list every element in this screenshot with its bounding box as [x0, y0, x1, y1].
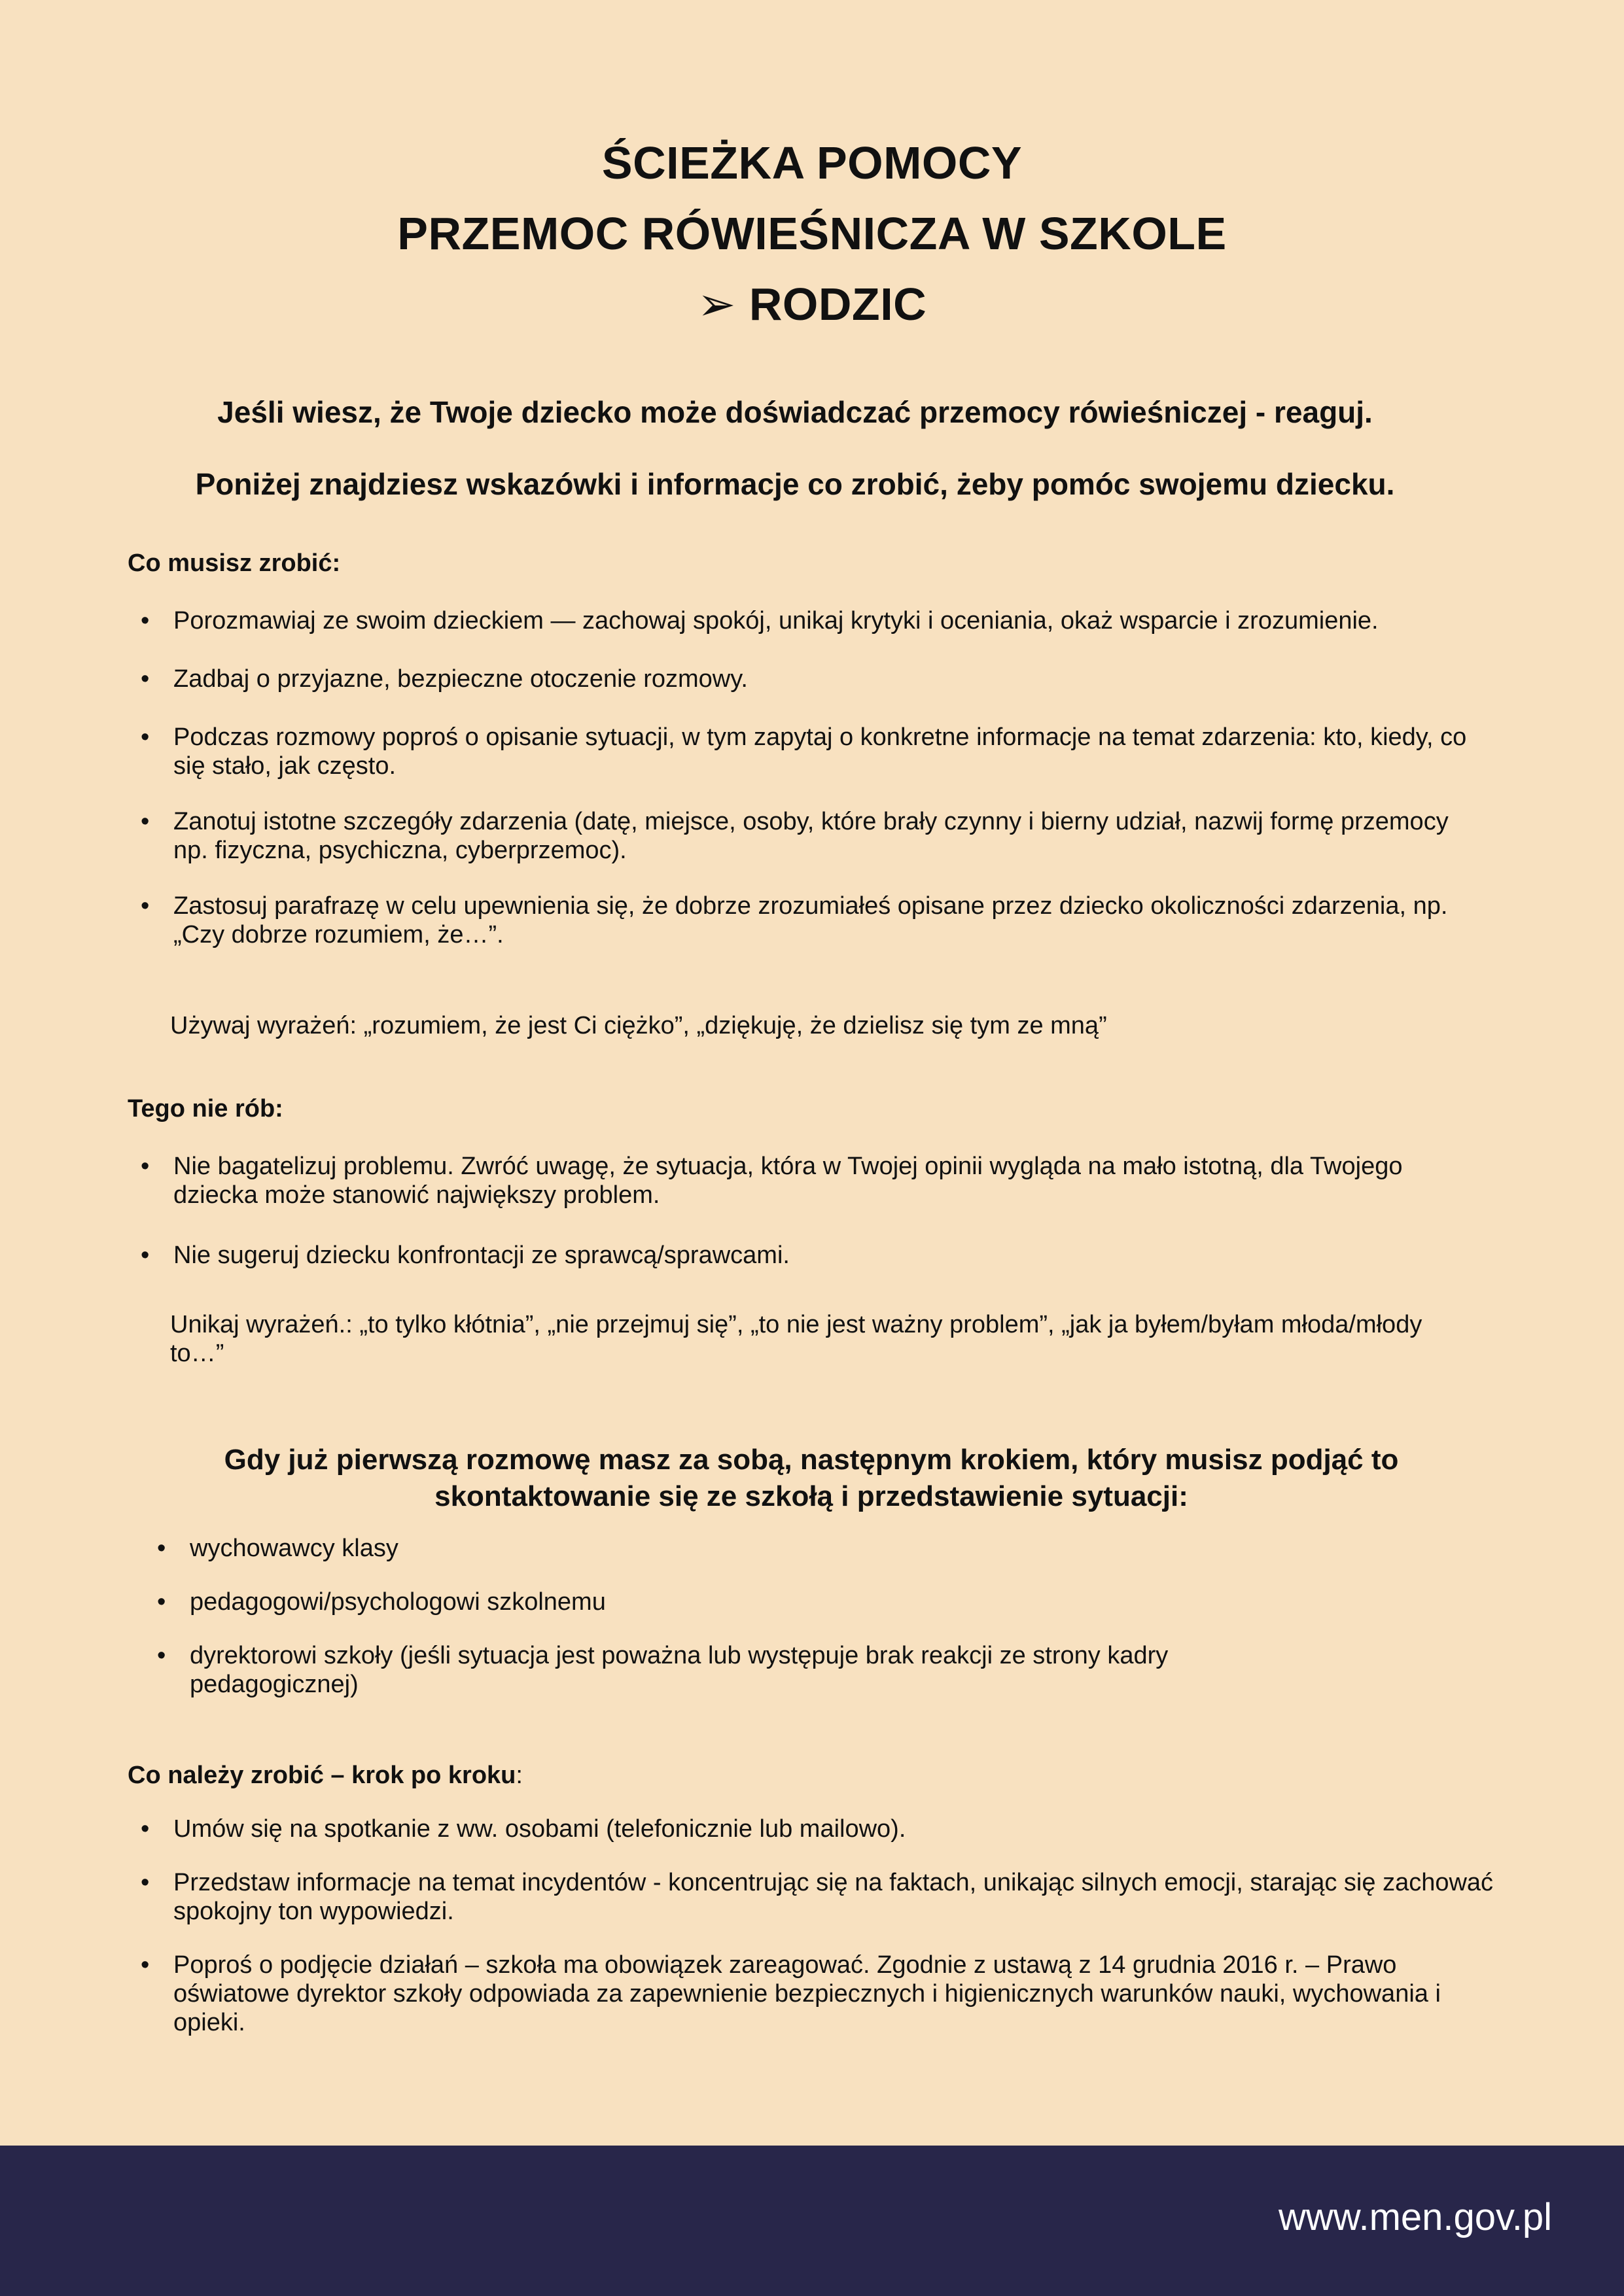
list-item: • Poproś o podjęcie działań – szkoła ma obowiązek zareagować. Zgodnie z ustawą z 14 grudnia 2016 r. – Prawo oświatowe dyrektor szkoły odpowiada za zapewnienie bezpiecznych i higienicznych warunków nauki, wychowania i opieki. [128, 1951, 1515, 2037]
list-item: • Umów się na spotkanie z ww. osobami (telefonicznie lub mailowo). [128, 1815, 1515, 1843]
footer-url: www.men.gov.pl [1279, 2196, 1552, 2238]
list-item: • Przedstaw informacje na temat incydentów - koncentrując się na faktach, unikając silnych emocji, starając się zachować spokojny ton wypowiedzi. [128, 1868, 1515, 1926]
must-do-list [128, 606, 1469, 949]
steps-heading-text: Co należy zrobić – krok po kroku [128, 1762, 516, 1789]
title-line-3: ➢ RODZIC [697, 279, 927, 330]
list-item: • Nie sugeruj dziecku konfrontacji ze sprawcą/sprawcami. [128, 1241, 1456, 1270]
list-item: • Porozmawiaj ze swoim dzieckiem — zachowaj spokój, unikaj krytyki i oceniania, okaż wsparcie i zrozumienie. [128, 606, 1469, 635]
steps-heading-colon: : [516, 1762, 523, 1789]
contact-list [144, 1534, 1289, 1699]
steps-list [128, 1815, 1515, 2037]
title-line-1: ŚCIEŻKA POMOCY [601, 137, 1023, 188]
list-item: • Podczas rozmowy poproś o opisanie sytuacji, w tym zapytaj o konkretne informacje na temat zdarzenia: kto, kiedy, co się stało, jak często. [128, 723, 1469, 780]
dont-do-heading: Tego nie rób: [128, 1095, 283, 1122]
list-item: • wychowawcy klasy [144, 1534, 1289, 1563]
list-item: • Zadbaj o przyjazne, bezpieczne otoczenie rozmowy. [128, 665, 1469, 693]
intro-line-1: Jeśli wiesz, że Twoje dziecko może doświadczać przemocy rówieśniczej - reaguj. [217, 395, 1373, 429]
list-item: • dyrektorowi szkoły (jeśli sytuacja jest poważna lub występuje brak reakcji ze strony kadry pedagogicznej) [144, 1641, 1289, 1699]
contact-heading: Gdy już pierwszą rozmowę masz za sobą, następnym krokiem, który musisz podjąć to skontaktowanie się ze szkołą i przedstawienie sytuacji: [224, 1444, 1399, 1512]
intro-line-2: Poniżej znajdziesz wskazówki i informacje co zrobić, żeby pomóc swojemu dziecku. [195, 467, 1395, 501]
steps-heading [128, 1759, 523, 1792]
list-item: • Zastosuj parafrazę w celu upewnienia się, że dobrze zrozumiałeś opisane przez dziecko okoliczności zdarzenia, np. „Czy dobrze rozumiem, że…”. [128, 892, 1469, 949]
dont-do-note: Unikaj wyrażeń.: „to tylko kłótnia”, „nie przejmuj się”, „to nie jest ważny problem”, „jak ja byłem/byłam młoda/młody to…” [170, 1311, 1422, 1367]
title-line-2: PRZEMOC RÓWIEŚNICZA W SZKOLE [397, 208, 1227, 259]
dont-do-list [128, 1152, 1456, 1270]
list-item: • Nie bagatelizuj problemu. Zwróć uwagę, że sytuacja, która w Twojej opinii wygląda na mało istotną, dla Twojego dziecka może stanowić największy problem. [128, 1152, 1456, 1209]
title-block [0, 128, 1624, 339]
list-item: • pedagogowi/psychologowi szkolnemu [144, 1588, 1289, 1616]
must-do-heading: Co musisz zrobić: [128, 549, 341, 577]
footer-bar [0, 2146, 1624, 2296]
must-do-note: Używaj wyrażeń: „rozumiem, że jest Ci ciężko”, „dziękuję, że dzielisz się tym ze mną” [170, 1012, 1107, 1039]
list-item: • Zanotuj istotne szczegóły zdarzenia (datę, miejsce, osoby, które brały czynny i bierny udział, nazwij formę przemocy np. fizyczna, psychiczna, cyberprzemoc). [128, 807, 1469, 865]
